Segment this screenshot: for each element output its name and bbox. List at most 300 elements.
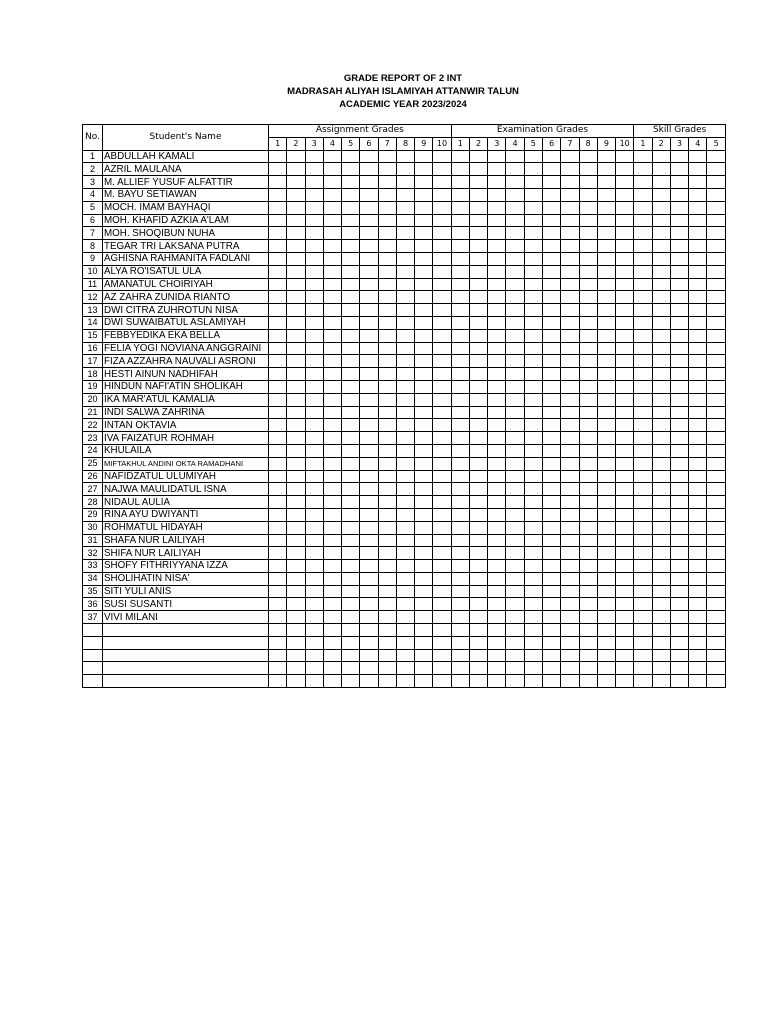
- assignment-grade-cell[interactable]: [433, 419, 451, 432]
- assignment-grade-cell[interactable]: [360, 240, 378, 253]
- assignment-grade-cell[interactable]: [323, 432, 341, 445]
- examination-grade-cell[interactable]: [616, 662, 634, 675]
- examination-grade-cell[interactable]: [616, 252, 634, 265]
- examination-grade-cell[interactable]: [561, 419, 579, 432]
- examination-grade-cell[interactable]: [561, 649, 579, 662]
- skill-grade-cell[interactable]: [707, 176, 726, 189]
- skill-grade-cell[interactable]: [670, 201, 688, 214]
- assignment-grade-cell[interactable]: [415, 432, 433, 445]
- examination-grade-cell[interactable]: [488, 316, 506, 329]
- skill-grade-cell[interactable]: [707, 611, 726, 624]
- examination-grade-cell[interactable]: [451, 393, 469, 406]
- examination-grade-cell[interactable]: [561, 240, 579, 253]
- assignment-grade-cell[interactable]: [433, 201, 451, 214]
- examination-grade-cell[interactable]: [542, 380, 560, 393]
- examination-grade-cell[interactable]: [597, 496, 615, 509]
- assignment-grade-cell[interactable]: [305, 188, 323, 201]
- assignment-grade-cell[interactable]: [269, 432, 287, 445]
- assignment-grade-cell[interactable]: [360, 470, 378, 483]
- examination-grade-cell[interactable]: [488, 662, 506, 675]
- assignment-grade-cell[interactable]: [323, 252, 341, 265]
- skill-grade-cell[interactable]: [670, 406, 688, 419]
- examination-grade-cell[interactable]: [488, 227, 506, 240]
- examination-grade-cell[interactable]: [469, 432, 487, 445]
- assignment-grade-cell[interactable]: [433, 316, 451, 329]
- assignment-grade-cell[interactable]: [378, 419, 396, 432]
- assignment-grade-cell[interactable]: [269, 176, 287, 189]
- examination-grade-cell[interactable]: [451, 483, 469, 496]
- examination-grade-cell[interactable]: [542, 572, 560, 585]
- skill-grade-cell[interactable]: [652, 521, 670, 534]
- examination-grade-cell[interactable]: [451, 636, 469, 649]
- assignment-grade-cell[interactable]: [323, 444, 341, 457]
- skill-grade-cell[interactable]: [689, 342, 707, 355]
- assignment-grade-cell[interactable]: [360, 406, 378, 419]
- assignment-grade-cell[interactable]: [433, 444, 451, 457]
- assignment-grade-cell[interactable]: [323, 329, 341, 342]
- examination-grade-cell[interactable]: [561, 675, 579, 688]
- assignment-grade-cell[interactable]: [433, 470, 451, 483]
- assignment-grade-cell[interactable]: [287, 240, 305, 253]
- examination-grade-cell[interactable]: [469, 291, 487, 304]
- examination-grade-cell[interactable]: [561, 291, 579, 304]
- examination-grade-cell[interactable]: [561, 163, 579, 176]
- examination-grade-cell[interactable]: [451, 150, 469, 163]
- examination-grade-cell[interactable]: [506, 496, 524, 509]
- assignment-grade-cell[interactable]: [323, 547, 341, 560]
- assignment-grade-cell[interactable]: [415, 240, 433, 253]
- skill-grade-cell[interactable]: [707, 534, 726, 547]
- examination-grade-cell[interactable]: [561, 342, 579, 355]
- examination-grade-cell[interactable]: [542, 662, 560, 675]
- assignment-grade-cell[interactable]: [378, 521, 396, 534]
- skill-grade-cell[interactable]: [670, 368, 688, 381]
- skill-grade-cell[interactable]: [670, 598, 688, 611]
- examination-grade-cell[interactable]: [451, 227, 469, 240]
- assignment-grade-cell[interactable]: [269, 227, 287, 240]
- examination-grade-cell[interactable]: [488, 508, 506, 521]
- examination-grade-cell[interactable]: [616, 611, 634, 624]
- assignment-grade-cell[interactable]: [360, 649, 378, 662]
- assignment-grade-cell[interactable]: [305, 662, 323, 675]
- skill-grade-cell[interactable]: [652, 329, 670, 342]
- examination-grade-cell[interactable]: [597, 176, 615, 189]
- assignment-grade-cell[interactable]: [305, 342, 323, 355]
- examination-grade-cell[interactable]: [542, 393, 560, 406]
- assignment-grade-cell[interactable]: [360, 508, 378, 521]
- examination-grade-cell[interactable]: [451, 611, 469, 624]
- assignment-grade-cell[interactable]: [287, 380, 305, 393]
- skill-grade-cell[interactable]: [652, 419, 670, 432]
- assignment-grade-cell[interactable]: [287, 598, 305, 611]
- assignment-grade-cell[interactable]: [433, 252, 451, 265]
- skill-grade-cell[interactable]: [652, 649, 670, 662]
- examination-grade-cell[interactable]: [451, 406, 469, 419]
- assignment-grade-cell[interactable]: [323, 304, 341, 317]
- assignment-grade-cell[interactable]: [342, 496, 360, 509]
- examination-grade-cell[interactable]: [597, 547, 615, 560]
- assignment-grade-cell[interactable]: [433, 278, 451, 291]
- assignment-grade-cell[interactable]: [342, 368, 360, 381]
- assignment-grade-cell[interactable]: [378, 432, 396, 445]
- assignment-grade-cell[interactable]: [305, 278, 323, 291]
- skill-grade-cell[interactable]: [689, 483, 707, 496]
- skill-grade-cell[interactable]: [707, 214, 726, 227]
- examination-grade-cell[interactable]: [488, 496, 506, 509]
- examination-grade-cell[interactable]: [597, 214, 615, 227]
- assignment-grade-cell[interactable]: [323, 291, 341, 304]
- assignment-grade-cell[interactable]: [396, 163, 414, 176]
- examination-grade-cell[interactable]: [488, 483, 506, 496]
- assignment-grade-cell[interactable]: [269, 252, 287, 265]
- examination-grade-cell[interactable]: [542, 214, 560, 227]
- assignment-grade-cell[interactable]: [378, 611, 396, 624]
- examination-grade-cell[interactable]: [524, 444, 542, 457]
- assignment-grade-cell[interactable]: [396, 521, 414, 534]
- assignment-grade-cell[interactable]: [323, 278, 341, 291]
- assignment-grade-cell[interactable]: [396, 380, 414, 393]
- assignment-grade-cell[interactable]: [269, 649, 287, 662]
- examination-grade-cell[interactable]: [524, 252, 542, 265]
- skill-grade-cell[interactable]: [707, 662, 726, 675]
- skill-grade-cell[interactable]: [707, 368, 726, 381]
- examination-grade-cell[interactable]: [469, 534, 487, 547]
- skill-grade-cell[interactable]: [652, 176, 670, 189]
- skill-grade-cell[interactable]: [634, 598, 652, 611]
- skill-grade-cell[interactable]: [670, 214, 688, 227]
- assignment-grade-cell[interactable]: [342, 483, 360, 496]
- skill-grade-cell[interactable]: [652, 163, 670, 176]
- assignment-grade-cell[interactable]: [396, 150, 414, 163]
- assignment-grade-cell[interactable]: [323, 636, 341, 649]
- skill-grade-cell[interactable]: [634, 278, 652, 291]
- examination-grade-cell[interactable]: [542, 252, 560, 265]
- skill-grade-cell[interactable]: [652, 252, 670, 265]
- assignment-grade-cell[interactable]: [287, 316, 305, 329]
- assignment-grade-cell[interactable]: [378, 380, 396, 393]
- assignment-grade-cell[interactable]: [396, 393, 414, 406]
- assignment-grade-cell[interactable]: [415, 265, 433, 278]
- examination-grade-cell[interactable]: [542, 649, 560, 662]
- assignment-grade-cell[interactable]: [396, 368, 414, 381]
- skill-grade-cell[interactable]: [707, 444, 726, 457]
- assignment-grade-cell[interactable]: [396, 496, 414, 509]
- skill-grade-cell[interactable]: [634, 457, 652, 470]
- examination-grade-cell[interactable]: [616, 393, 634, 406]
- examination-grade-cell[interactable]: [506, 419, 524, 432]
- examination-grade-cell[interactable]: [506, 649, 524, 662]
- assignment-grade-cell[interactable]: [269, 662, 287, 675]
- assignment-grade-cell[interactable]: [287, 444, 305, 457]
- examination-grade-cell[interactable]: [542, 521, 560, 534]
- examination-grade-cell[interactable]: [542, 496, 560, 509]
- assignment-grade-cell[interactable]: [305, 201, 323, 214]
- examination-grade-cell[interactable]: [579, 470, 597, 483]
- assignment-grade-cell[interactable]: [269, 534, 287, 547]
- examination-grade-cell[interactable]: [488, 355, 506, 368]
- examination-grade-cell[interactable]: [597, 278, 615, 291]
- assignment-grade-cell[interactable]: [378, 444, 396, 457]
- skill-grade-cell[interactable]: [707, 291, 726, 304]
- assignment-grade-cell[interactable]: [378, 291, 396, 304]
- examination-grade-cell[interactable]: [616, 547, 634, 560]
- examination-grade-cell[interactable]: [451, 419, 469, 432]
- assignment-grade-cell[interactable]: [287, 624, 305, 637]
- skill-grade-cell[interactable]: [634, 534, 652, 547]
- examination-grade-cell[interactable]: [561, 432, 579, 445]
- skill-grade-cell[interactable]: [652, 572, 670, 585]
- examination-grade-cell[interactable]: [597, 240, 615, 253]
- assignment-grade-cell[interactable]: [287, 508, 305, 521]
- examination-grade-cell[interactable]: [524, 304, 542, 317]
- examination-grade-cell[interactable]: [488, 636, 506, 649]
- examination-grade-cell[interactable]: [561, 496, 579, 509]
- assignment-grade-cell[interactable]: [323, 150, 341, 163]
- skill-grade-cell[interactable]: [689, 624, 707, 637]
- examination-grade-cell[interactable]: [524, 368, 542, 381]
- assignment-grade-cell[interactable]: [433, 214, 451, 227]
- assignment-grade-cell[interactable]: [360, 163, 378, 176]
- examination-grade-cell[interactable]: [579, 432, 597, 445]
- skill-grade-cell[interactable]: [707, 278, 726, 291]
- examination-grade-cell[interactable]: [451, 521, 469, 534]
- examination-grade-cell[interactable]: [469, 329, 487, 342]
- examination-grade-cell[interactable]: [469, 252, 487, 265]
- skill-grade-cell[interactable]: [670, 572, 688, 585]
- examination-grade-cell[interactable]: [524, 406, 542, 419]
- assignment-grade-cell[interactable]: [287, 636, 305, 649]
- examination-grade-cell[interactable]: [469, 150, 487, 163]
- skill-grade-cell[interactable]: [634, 150, 652, 163]
- assignment-grade-cell[interactable]: [378, 240, 396, 253]
- examination-grade-cell[interactable]: [542, 188, 560, 201]
- examination-grade-cell[interactable]: [524, 265, 542, 278]
- assignment-grade-cell[interactable]: [342, 163, 360, 176]
- skill-grade-cell[interactable]: [670, 304, 688, 317]
- assignment-grade-cell[interactable]: [433, 329, 451, 342]
- assignment-grade-cell[interactable]: [415, 675, 433, 688]
- assignment-grade-cell[interactable]: [269, 560, 287, 573]
- skill-grade-cell[interactable]: [652, 240, 670, 253]
- examination-grade-cell[interactable]: [561, 598, 579, 611]
- assignment-grade-cell[interactable]: [433, 291, 451, 304]
- assignment-grade-cell[interactable]: [433, 457, 451, 470]
- assignment-grade-cell[interactable]: [269, 380, 287, 393]
- examination-grade-cell[interactable]: [579, 406, 597, 419]
- skill-grade-cell[interactable]: [634, 304, 652, 317]
- assignment-grade-cell[interactable]: [287, 649, 305, 662]
- skill-grade-cell[interactable]: [652, 380, 670, 393]
- examination-grade-cell[interactable]: [616, 329, 634, 342]
- assignment-grade-cell[interactable]: [433, 611, 451, 624]
- examination-grade-cell[interactable]: [524, 240, 542, 253]
- examination-grade-cell[interactable]: [524, 432, 542, 445]
- assignment-grade-cell[interactable]: [342, 265, 360, 278]
- examination-grade-cell[interactable]: [597, 163, 615, 176]
- skill-grade-cell[interactable]: [689, 649, 707, 662]
- assignment-grade-cell[interactable]: [305, 534, 323, 547]
- assignment-grade-cell[interactable]: [287, 496, 305, 509]
- assignment-grade-cell[interactable]: [360, 598, 378, 611]
- examination-grade-cell[interactable]: [579, 521, 597, 534]
- skill-grade-cell[interactable]: [634, 636, 652, 649]
- skill-grade-cell[interactable]: [634, 521, 652, 534]
- examination-grade-cell[interactable]: [451, 188, 469, 201]
- examination-grade-cell[interactable]: [524, 636, 542, 649]
- skill-grade-cell[interactable]: [652, 611, 670, 624]
- examination-grade-cell[interactable]: [524, 278, 542, 291]
- examination-grade-cell[interactable]: [561, 662, 579, 675]
- examination-grade-cell[interactable]: [451, 470, 469, 483]
- examination-grade-cell[interactable]: [616, 163, 634, 176]
- assignment-grade-cell[interactable]: [305, 240, 323, 253]
- assignment-grade-cell[interactable]: [323, 214, 341, 227]
- examination-grade-cell[interactable]: [561, 572, 579, 585]
- skill-grade-cell[interactable]: [707, 483, 726, 496]
- examination-grade-cell[interactable]: [579, 201, 597, 214]
- assignment-grade-cell[interactable]: [287, 457, 305, 470]
- examination-grade-cell[interactable]: [597, 662, 615, 675]
- skill-grade-cell[interactable]: [634, 432, 652, 445]
- skill-grade-cell[interactable]: [689, 316, 707, 329]
- skill-grade-cell[interactable]: [707, 355, 726, 368]
- examination-grade-cell[interactable]: [469, 508, 487, 521]
- assignment-grade-cell[interactable]: [323, 560, 341, 573]
- examination-grade-cell[interactable]: [506, 163, 524, 176]
- examination-grade-cell[interactable]: [597, 560, 615, 573]
- assignment-grade-cell[interactable]: [396, 201, 414, 214]
- examination-grade-cell[interactable]: [597, 393, 615, 406]
- assignment-grade-cell[interactable]: [396, 406, 414, 419]
- skill-grade-cell[interactable]: [707, 598, 726, 611]
- examination-grade-cell[interactable]: [597, 329, 615, 342]
- assignment-grade-cell[interactable]: [342, 624, 360, 637]
- assignment-grade-cell[interactable]: [342, 585, 360, 598]
- examination-grade-cell[interactable]: [579, 534, 597, 547]
- assignment-grade-cell[interactable]: [287, 662, 305, 675]
- assignment-grade-cell[interactable]: [433, 508, 451, 521]
- examination-grade-cell[interactable]: [451, 547, 469, 560]
- examination-grade-cell[interactable]: [506, 521, 524, 534]
- skill-grade-cell[interactable]: [652, 150, 670, 163]
- assignment-grade-cell[interactable]: [323, 188, 341, 201]
- assignment-grade-cell[interactable]: [342, 201, 360, 214]
- assignment-grade-cell[interactable]: [433, 393, 451, 406]
- assignment-grade-cell[interactable]: [305, 227, 323, 240]
- skill-grade-cell[interactable]: [707, 560, 726, 573]
- examination-grade-cell[interactable]: [506, 457, 524, 470]
- assignment-grade-cell[interactable]: [396, 560, 414, 573]
- examination-grade-cell[interactable]: [597, 316, 615, 329]
- examination-grade-cell[interactable]: [542, 150, 560, 163]
- examination-grade-cell[interactable]: [561, 444, 579, 457]
- skill-grade-cell[interactable]: [670, 662, 688, 675]
- assignment-grade-cell[interactable]: [269, 470, 287, 483]
- assignment-grade-cell[interactable]: [415, 291, 433, 304]
- examination-grade-cell[interactable]: [488, 265, 506, 278]
- assignment-grade-cell[interactable]: [305, 624, 323, 637]
- examination-grade-cell[interactable]: [506, 291, 524, 304]
- assignment-grade-cell[interactable]: [433, 380, 451, 393]
- assignment-grade-cell[interactable]: [305, 380, 323, 393]
- assignment-grade-cell[interactable]: [269, 355, 287, 368]
- assignment-grade-cell[interactable]: [305, 316, 323, 329]
- skill-grade-cell[interactable]: [689, 393, 707, 406]
- examination-grade-cell[interactable]: [506, 560, 524, 573]
- examination-grade-cell[interactable]: [616, 406, 634, 419]
- examination-grade-cell[interactable]: [488, 393, 506, 406]
- skill-grade-cell[interactable]: [689, 521, 707, 534]
- skill-grade-cell[interactable]: [652, 355, 670, 368]
- assignment-grade-cell[interactable]: [378, 214, 396, 227]
- examination-grade-cell[interactable]: [488, 291, 506, 304]
- examination-grade-cell[interactable]: [469, 342, 487, 355]
- examination-grade-cell[interactable]: [524, 611, 542, 624]
- examination-grade-cell[interactable]: [488, 278, 506, 291]
- assignment-grade-cell[interactable]: [360, 496, 378, 509]
- skill-grade-cell[interactable]: [689, 214, 707, 227]
- assignment-grade-cell[interactable]: [269, 163, 287, 176]
- skill-grade-cell[interactable]: [670, 560, 688, 573]
- examination-grade-cell[interactable]: [524, 150, 542, 163]
- examination-grade-cell[interactable]: [616, 560, 634, 573]
- assignment-grade-cell[interactable]: [287, 227, 305, 240]
- assignment-grade-cell[interactable]: [269, 636, 287, 649]
- examination-grade-cell[interactable]: [469, 368, 487, 381]
- skill-grade-cell[interactable]: [634, 470, 652, 483]
- assignment-grade-cell[interactable]: [360, 304, 378, 317]
- assignment-grade-cell[interactable]: [415, 368, 433, 381]
- examination-grade-cell[interactable]: [524, 163, 542, 176]
- assignment-grade-cell[interactable]: [323, 598, 341, 611]
- examination-grade-cell[interactable]: [542, 316, 560, 329]
- examination-grade-cell[interactable]: [579, 675, 597, 688]
- examination-grade-cell[interactable]: [579, 163, 597, 176]
- examination-grade-cell[interactable]: [506, 624, 524, 637]
- assignment-grade-cell[interactable]: [396, 675, 414, 688]
- assignment-grade-cell[interactable]: [378, 278, 396, 291]
- skill-grade-cell[interactable]: [670, 419, 688, 432]
- assignment-grade-cell[interactable]: [378, 470, 396, 483]
- assignment-grade-cell[interactable]: [360, 380, 378, 393]
- assignment-grade-cell[interactable]: [342, 572, 360, 585]
- skill-grade-cell[interactable]: [689, 598, 707, 611]
- assignment-grade-cell[interactable]: [396, 457, 414, 470]
- skill-grade-cell[interactable]: [652, 457, 670, 470]
- assignment-grade-cell[interactable]: [415, 278, 433, 291]
- examination-grade-cell[interactable]: [506, 432, 524, 445]
- assignment-grade-cell[interactable]: [396, 598, 414, 611]
- assignment-grade-cell[interactable]: [342, 432, 360, 445]
- skill-grade-cell[interactable]: [707, 393, 726, 406]
- examination-grade-cell[interactable]: [616, 496, 634, 509]
- examination-grade-cell[interactable]: [469, 316, 487, 329]
- examination-grade-cell[interactable]: [561, 227, 579, 240]
- assignment-grade-cell[interactable]: [269, 572, 287, 585]
- assignment-grade-cell[interactable]: [415, 521, 433, 534]
- assignment-grade-cell[interactable]: [378, 316, 396, 329]
- skill-grade-cell[interactable]: [670, 342, 688, 355]
- assignment-grade-cell[interactable]: [323, 457, 341, 470]
- examination-grade-cell[interactable]: [597, 483, 615, 496]
- assignment-grade-cell[interactable]: [378, 675, 396, 688]
- examination-grade-cell[interactable]: [451, 534, 469, 547]
- skill-grade-cell[interactable]: [634, 240, 652, 253]
- skill-grade-cell[interactable]: [707, 419, 726, 432]
- assignment-grade-cell[interactable]: [433, 342, 451, 355]
- assignment-grade-cell[interactable]: [342, 419, 360, 432]
- assignment-grade-cell[interactable]: [415, 355, 433, 368]
